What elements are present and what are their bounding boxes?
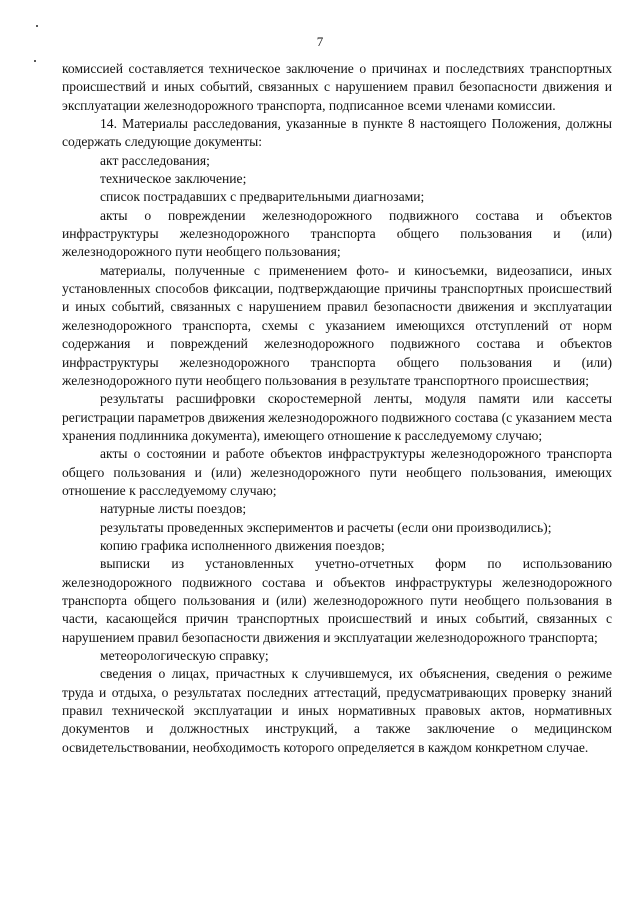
scan-mark <box>36 25 38 27</box>
paragraph-item-14: 14. Материалы расследования, указанные в пункте 8 настоящего Положения, должны содержать следующие документы: <box>62 116 612 150</box>
paragraph-commission-conclusion: комиссией составляется техническое заключение о причинах и последствиях транспортных происшествий и иных событий, связанных с нарушением правил безопасности движения и эксплуатации железнодорожного транспорта, подписанное всеми членами комиссии. <box>62 61 612 113</box>
document-body <box>62 60 612 757</box>
list-item-weather-report: метеорологическую справку; <box>100 648 269 663</box>
list-item-technical-conclusion: техническое заключение; <box>100 171 247 187</box>
list-item-infrastructure-acts: акты о состоянии и работе объектов инфраструктуры железнодорожного транспорта общего пользования и (или) железнодорожного пути необщего пользования, имеющих отношение к расследуемому случаю; <box>62 446 612 498</box>
list-item-photo-video-materials: материалы, полученные с применением фото- и киносъемки, видеозаписи, иных установленных способов фиксации, подтверждающие причины транспортных происшествий и иных событий, связанных с нарушением правил безопасности движения и эксплуатации железнодорожного транспорта, схемы с указанием имеющихся отступлений от норм содержания и повреждений железнодорожного подвижного состава и объектов инфраструктуры железнодорожного транспорта общего пользования и (или) железнодорожного пути необщего пользования в результате транспортного происшествия; <box>62 262 612 388</box>
scan-mark <box>34 60 36 62</box>
list-item-victims-list: список пострадавших с предварительными диагнозами; <box>100 189 425 205</box>
list-item-accounting-extracts: выписки из установленных учетно-отчетных форм по использованию железнодорожного подвижного состава и объектов инфраструктуры железнодорожного транспорта общего пользования и (или) железнодорожного пути необщего пользования в части, касающейся причин транспортных происшествий и иных событий, связанных с нарушением правил безопасности движения и эксплуатации железнодорожного транспорта; <box>62 556 612 645</box>
list-item-damage-acts: акты о повреждении железнодорожного подвижного состава и объектов инфраструктуры железнодорожного транспорта общего пользования и (или) железнодорожного пути необщего пользования; <box>62 207 612 260</box>
list-item-train-sheets: натурные листы поездов; <box>100 501 247 517</box>
list-item-investigation-act: акт расследования; <box>100 152 210 168</box>
list-item-speed-tape-results: результаты расшифровки скоростемерной ленты, модуля памяти или кассеты регистрации параметров движения железнодорожного подвижного состава (с указанием места хранения подлинника документа), имеющего отношение к расследуемому случаю; <box>62 391 612 443</box>
list-item-schedule-copy: копию графика исполненного движения поездов; <box>100 537 385 553</box>
list-item-experiment-results: результаты проведенных экспериментов и расчеты (если они производились); <box>100 519 552 535</box>
list-item-persons-info: сведения о лицах, причастных к случившемуся, их объяснения, сведения о режиме труда и отдыха, о результатах последних аттестаций, предусматривающих проверку знаний правил технической эксплуатации и иных нормативных правовых актов, нормативных документов и должностных инструкций, а также заключение о медицинском освидетельствовании, необходимость которого определяется в каждом конкретном случае. <box>62 666 612 755</box>
page-number: 7 <box>316 34 324 49</box>
